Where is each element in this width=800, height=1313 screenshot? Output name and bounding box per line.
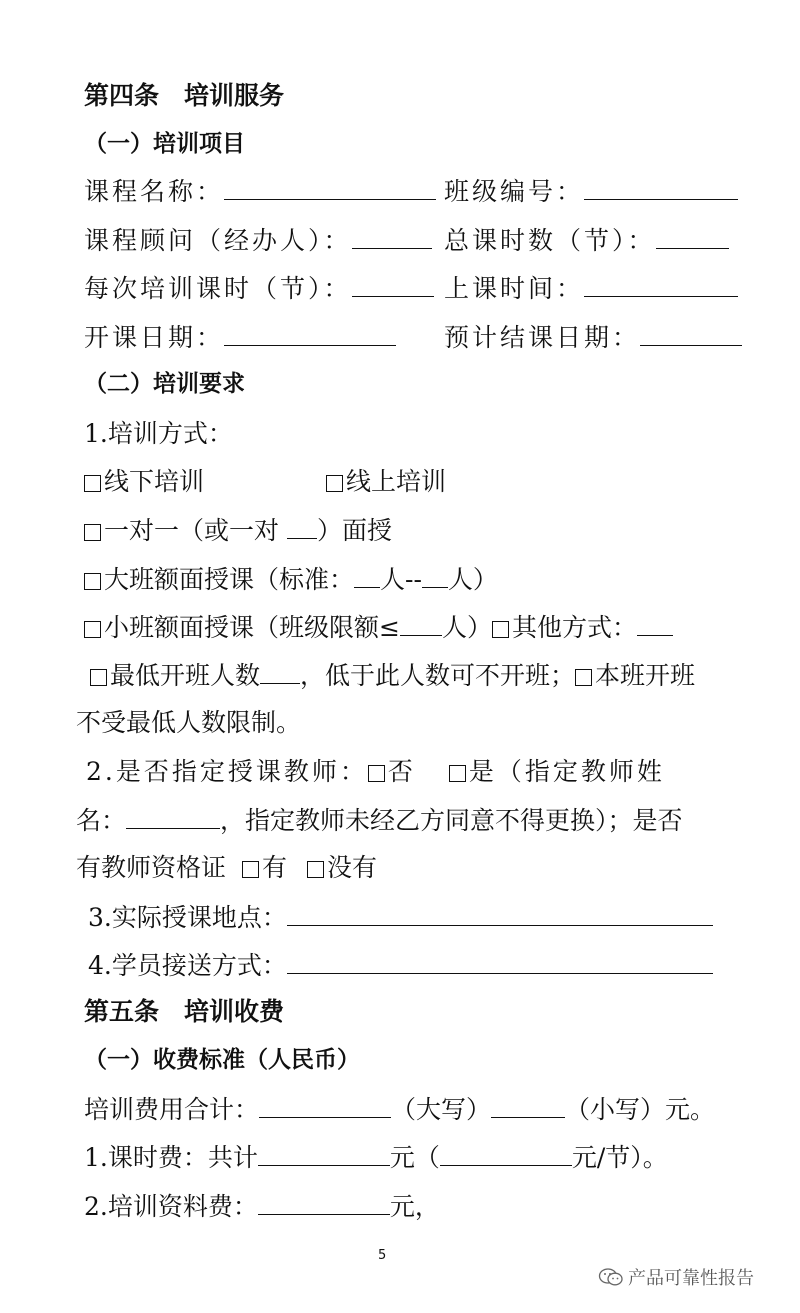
transport-blank xyxy=(287,949,713,974)
designated-yes-label: 是（指定教师姓 xyxy=(468,757,665,786)
offline-label: 线下培训 xyxy=(104,467,205,496)
other-method-blank xyxy=(637,611,673,636)
large-class-max-blank xyxy=(422,563,448,588)
large-class-min-blank xyxy=(354,563,380,588)
teacher-name-blank xyxy=(126,804,220,829)
min-enrollment-label-a: 最低开班人数 xyxy=(110,661,261,690)
material-fee-blank xyxy=(258,1190,390,1215)
teacher-name-note: ，指定教师未经乙方同意不得更换）；是否 xyxy=(220,806,683,835)
section-fee-standard: （一）收费标准（人民币） xyxy=(84,1047,360,1073)
end-date-label: 预计结课日期： xyxy=(444,323,641,352)
designated-no-label: 否 xyxy=(387,757,413,786)
total-fee-row xyxy=(84,1093,715,1126)
training-method-label: 1.培训方式： xyxy=(84,419,233,448)
material-fee-unit: 元， xyxy=(389,1192,440,1221)
per-session-label: 每次培训课时（节）： xyxy=(84,274,352,303)
designated-yes-checkbox[interactable] xyxy=(449,765,466,782)
watermark-text: 产品可靠性报告 xyxy=(628,1268,754,1289)
offline-option xyxy=(84,466,204,498)
total-fee-lower-label: （小写）元。 xyxy=(565,1095,716,1124)
one-to-one-option xyxy=(84,514,392,547)
other-method-label: 其他方式： xyxy=(511,613,637,642)
start-date-label: 开课日期： xyxy=(84,323,225,352)
cert-yes-checkbox[interactable] xyxy=(242,861,259,878)
no-min-label: 本班开班 xyxy=(595,661,696,690)
section-training-project: （一）培训项目 xyxy=(84,131,245,157)
teacher-name-row xyxy=(76,804,683,837)
total-fee-label: 培训费用合计： xyxy=(84,1095,260,1124)
class-time-label: 上课时间： xyxy=(444,274,585,303)
cert-no-checkbox[interactable] xyxy=(307,861,324,878)
venue-blank xyxy=(287,901,713,926)
large-class-checkbox[interactable] xyxy=(84,573,101,590)
end-date-blank xyxy=(640,321,742,346)
min-enrollment-row-2: 不受最低人数限制。 xyxy=(76,708,302,737)
one-to-one-label-b: ）面授 xyxy=(316,516,392,545)
article-5-heading: 第五条 培训收费 xyxy=(84,997,285,1026)
min-enrollment-row xyxy=(90,659,695,692)
wechat-icon xyxy=(598,1267,624,1287)
tuition-fee-total-blank xyxy=(258,1141,390,1166)
large-class-label-b: 人-- xyxy=(380,565,422,594)
designated-no-checkbox[interactable] xyxy=(368,765,385,782)
min-enrollment-checkbox[interactable] xyxy=(90,669,107,686)
per-session-blank xyxy=(352,272,434,297)
class-no-blank xyxy=(584,175,738,200)
advisor-label: 课程顾问（经办人）： xyxy=(84,226,352,255)
tuition-fee-unit-b: 元/节）。 xyxy=(571,1143,668,1172)
small-class-label-a: 小班额面授课（班级限额≤ xyxy=(104,613,400,642)
designated-teacher-row xyxy=(86,756,665,788)
large-class-label-c: 人） xyxy=(447,565,498,594)
one-to-one-blank xyxy=(287,514,317,539)
material-fee-label: 2.培训资料费： xyxy=(84,1192,258,1221)
min-enrollment-blank xyxy=(260,659,300,684)
advisor-row xyxy=(84,224,432,257)
designated-teacher-label: 2.是否指定授课教师： xyxy=(86,757,368,786)
small-class-label-b: 人） xyxy=(441,613,492,642)
transport-label: 4.学员接送方式： xyxy=(88,951,287,980)
cert-yes-label: 有 xyxy=(262,853,288,882)
teacher-name-label: 名： xyxy=(76,806,127,835)
tuition-fee-unit-a: 元（ xyxy=(389,1143,440,1172)
total-hours-blank xyxy=(656,224,729,249)
page-number: 5 xyxy=(378,1248,387,1263)
total-fee-upper-label: （大写） xyxy=(391,1095,492,1124)
total-fee-lower-blank xyxy=(491,1093,565,1118)
large-class-option xyxy=(84,563,498,596)
cert-no-label: 没有 xyxy=(327,853,378,882)
online-option xyxy=(326,466,446,498)
per-session-row xyxy=(84,272,434,305)
advisor-blank xyxy=(352,224,432,249)
teacher-cert-row xyxy=(76,852,377,884)
online-checkbox[interactable] xyxy=(326,475,343,492)
tuition-fee-label: 1.课时费：共计 xyxy=(84,1143,258,1172)
class-time-blank xyxy=(584,272,738,297)
min-enrollment-label-b: ，低于此人数可不开班； xyxy=(300,661,576,690)
class-no-row xyxy=(444,175,738,208)
total-hours-row xyxy=(444,224,729,257)
tuition-fee-row xyxy=(84,1141,668,1174)
end-date-row xyxy=(444,321,742,354)
article-4-heading: 第四条 培训服务 xyxy=(84,81,285,110)
tuition-fee-per-blank xyxy=(440,1141,572,1166)
teacher-cert-label: 有教师资格证 xyxy=(76,853,227,882)
section-training-requirements: （二）培训要求 xyxy=(84,371,245,397)
small-class-blank xyxy=(400,611,442,636)
one-to-one-checkbox[interactable] xyxy=(84,524,101,541)
small-class-option xyxy=(84,611,673,644)
class-no-label: 班级编号： xyxy=(444,177,585,206)
watermark xyxy=(598,1264,754,1290)
transport-row xyxy=(88,949,713,982)
no-min-checkbox[interactable] xyxy=(575,669,592,686)
start-date-blank xyxy=(224,321,396,346)
venue-row xyxy=(88,901,713,934)
material-fee-row xyxy=(84,1190,440,1223)
large-class-label-a: 大班额面授课（标准： xyxy=(104,565,355,594)
course-name-blank xyxy=(224,175,436,200)
total-hours-label: 总课时数（节）： xyxy=(444,226,656,255)
venue-label: 3.实际授课地点： xyxy=(88,903,287,932)
class-time-row xyxy=(444,272,738,305)
one-to-one-label-a: 一对一（或一对 xyxy=(104,516,287,545)
total-fee-upper-blank xyxy=(259,1093,391,1118)
start-date-row xyxy=(84,321,396,354)
course-name-row xyxy=(84,175,436,208)
other-method-checkbox[interactable] xyxy=(492,621,509,638)
online-label: 线上培训 xyxy=(346,467,447,496)
course-name-label: 课程名称： xyxy=(84,177,225,206)
small-class-checkbox[interactable] xyxy=(84,621,101,638)
offline-checkbox[interactable] xyxy=(84,475,101,492)
